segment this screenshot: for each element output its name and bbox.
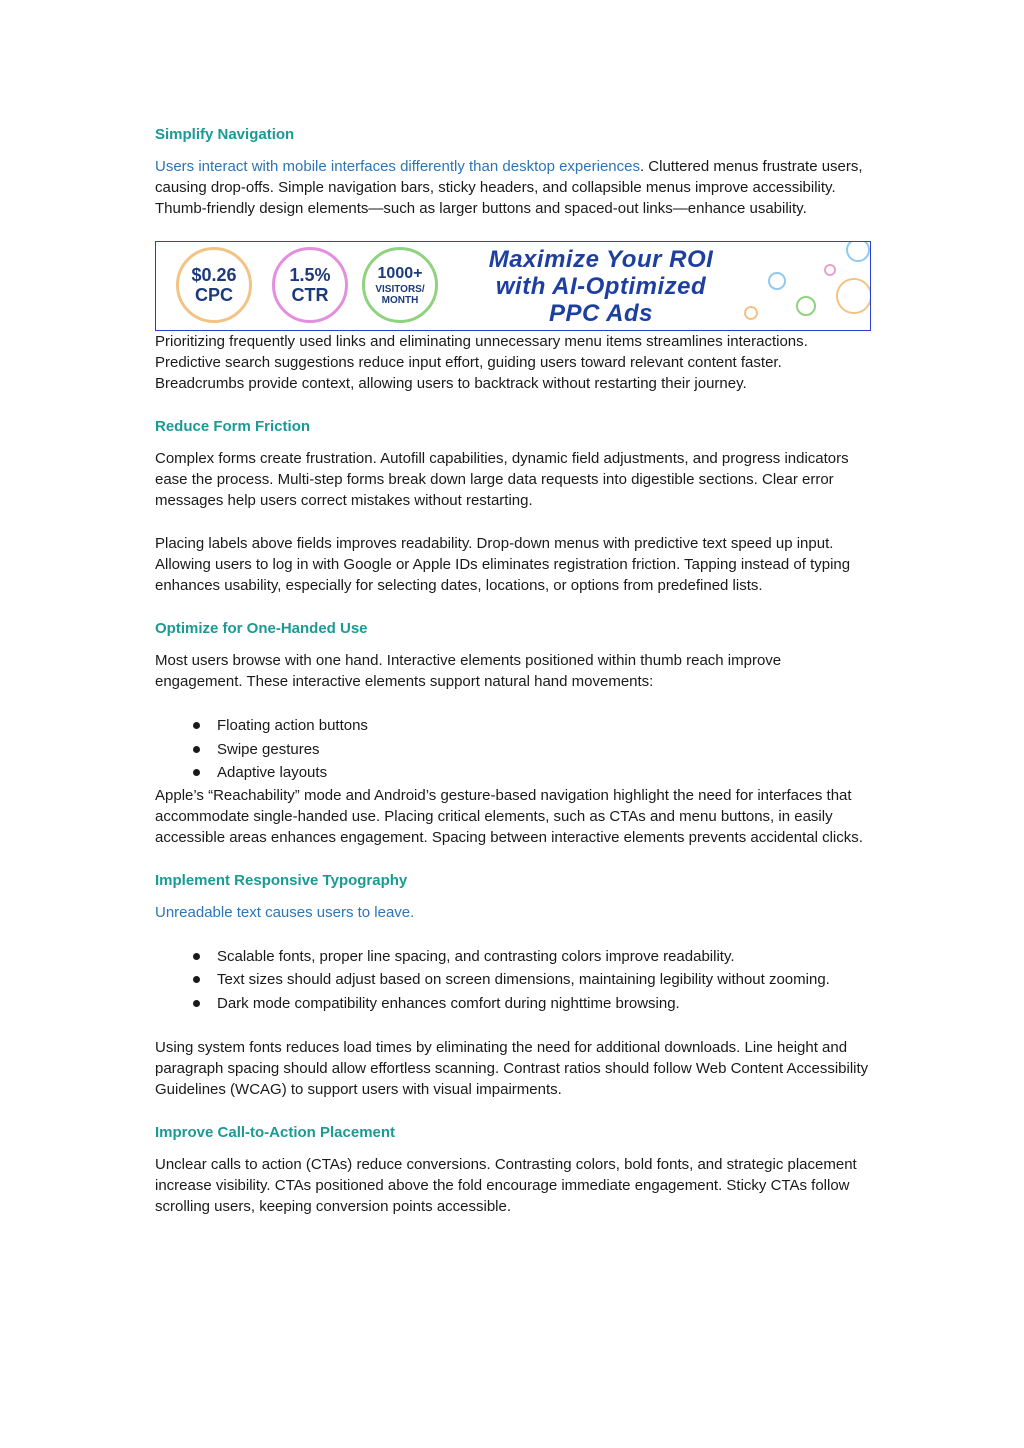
ctr-value: 1.5%: [289, 265, 331, 285]
list-item: Text sizes should adjust based on screen dimensions, maintaining legibility without zooming.: [155, 968, 871, 992]
paragraph-navigation-details: Prioritizing frequently used links and eliminating unnecessary menu items streamlines interactions. Predictive search suggestions reduce input effort, guiding users toward relevant content faster. Breadcrumbs provide context, allowing users to backtrack without restarting their journey.: [155, 333, 808, 392]
heading-one-handed-use: Optimize for One-Handed Use: [155, 620, 368, 637]
heading-cta-placement: Improve Call-to-Action Placement: [155, 1124, 396, 1141]
banner-headline-line3: PPC Ads: [549, 300, 653, 327]
visitors-value: 1000+: [377, 265, 423, 282]
decorative-bubble-icon: [744, 306, 758, 320]
list-item: Swipe gestures: [155, 738, 871, 762]
article-body: [155, 124, 871, 1217]
decorative-bubble-icon: [768, 272, 786, 290]
heading-reduce-form-friction: Reduce Form Friction: [155, 418, 311, 435]
ctr-stat-circle: [272, 247, 348, 323]
paragraph-navigation-intro: [155, 156, 871, 219]
decorative-bubble-icon: [846, 241, 870, 262]
visitors-label-line1: VISITORS/: [375, 284, 425, 295]
list-typography-tips: [155, 945, 871, 1016]
list-hand-movements: [155, 714, 871, 785]
visitors-label-line2: MONTH: [381, 295, 419, 306]
heading-simplify-navigation: Simplify Navigation: [155, 126, 295, 143]
list-item: Adaptive layouts: [155, 761, 871, 785]
banner-headline-line1: Maximize Your ROI: [488, 246, 714, 273]
paragraph-navigation-intro-text: . Cluttered menus frustrate users, causing drop-offs. Simple navigation bars, sticky headers, and collapsible menus improve accessibility. Thumb-friendly design elements—such as larger buttons and spaced-out links—enhance usability.: [155, 158, 863, 217]
link-unreadable-text[interactable]: Unreadable text causes users to leave.: [155, 903, 415, 921]
cpc-label: CPC: [194, 285, 233, 305]
paragraph-cta: Unclear calls to action (CTAs) reduce conversions. Contrasting colors, bold fonts, and strategic placement increase visibility. CTAs positioned above the fold encourage immediate engagement. Sticky CTAs follow scrolling users, keeping conversion points accessible.: [155, 1156, 857, 1215]
decorative-bubble-icon: [836, 278, 871, 314]
paragraph-forms-1: Complex forms create frustration. Autofill capabilities, dynamic field adjustments, and progress indicators ease the process. Multi-step forms break down large data requests into digestible sections. Clear error messages help users correct mistakes without restarting.: [155, 450, 849, 509]
paragraph-forms-2: Placing labels above fields improves readability. Drop-down menus with predictive text speed up input. Allowing users to log in with Google or Apple IDs eliminates registration friction. Tapping instead of typing enhances usability, especially for selecting dates, locations, or options from predefined lists.: [155, 535, 851, 594]
paragraph-reachability: Apple’s “Reachability” mode and Android’s gesture-based navigation highlight the need for interfaces that accommodate single-handed use. Placing critical elements, such as CTAs and menu buttons, in easily accessible areas enhances engagement. Spacing between interactive elements prevents accidental clicks.: [155, 786, 863, 846]
paragraph-typography-intro: [155, 902, 871, 923]
link-mobile-interfaces[interactable]: Users interact with mobile interfaces differently than desktop experiences: [155, 158, 640, 175]
heading-responsive-typography: Implement Responsive Typography: [155, 871, 408, 889]
list-item: Scalable fonts, proper line spacing, and contrasting colors improve readability.: [155, 945, 871, 969]
banner-headline: [456, 246, 746, 327]
decorative-bubble-icon: [796, 296, 816, 316]
paragraph-system-fonts: Using system fonts reduces load times by eliminating the need for additional downloads. Line height and paragraph spacing should allow effortless scanning. Contrast ratios should follow Web Content Accessibility Guidelines (WCAG) to support users with visual impairments.: [155, 1039, 869, 1098]
list-item: Dark mode compatibility enhances comfort during nighttime browsing.: [155, 992, 871, 1016]
cpc-stat-circle: [176, 247, 252, 323]
ctr-label: CTR: [291, 285, 329, 305]
ppc-ads-banner[interactable]: [155, 241, 871, 331]
paragraph-one-handed-intro: Most users browse with one hand. Interactive elements positioned within thumb reach improve engagement. These interactive elements support natural hand movements:: [155, 652, 782, 690]
list-item: Floating action buttons: [155, 714, 871, 738]
banner-headline-line2: with AI-Optimized: [495, 273, 707, 300]
cpc-value: $0.26: [191, 265, 237, 285]
decorative-bubble-icon: [824, 264, 836, 276]
visitors-stat-circle: [362, 247, 438, 323]
